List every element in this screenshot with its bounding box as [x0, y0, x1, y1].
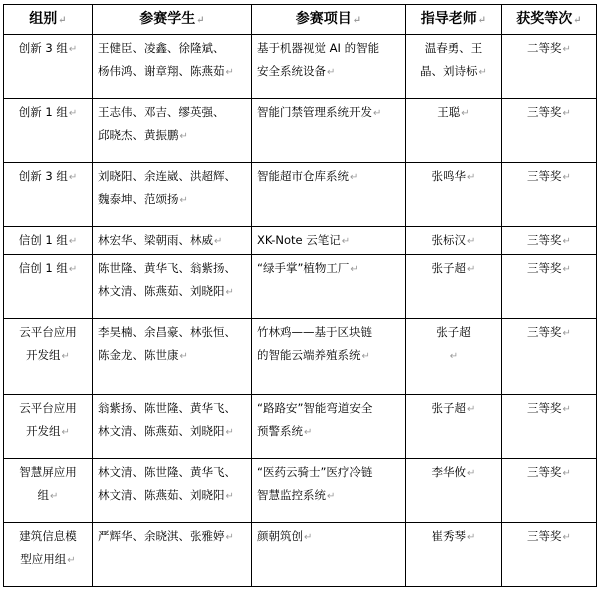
cell-text: 信创 1 组 [18, 261, 68, 275]
cell-end-mark: ↵ [467, 264, 476, 275]
cell-text: 张子超 [431, 401, 467, 415]
header-cell: 获奖等次↵ [502, 5, 597, 35]
cell-text: 温春勇、王 [424, 41, 483, 55]
cell-text: 建筑信息模 [19, 529, 77, 543]
cell-end-mark: ↵ [68, 264, 78, 275]
advisor-cell [406, 163, 502, 227]
cell-end-mark: ↵ [50, 491, 59, 502]
group-cell [4, 395, 93, 459]
header-row [4, 5, 597, 35]
cell-end-mark: ↵ [68, 108, 78, 119]
cell-text: 三等奖 [527, 261, 562, 275]
cell-text: “绿手掌”植物工厂 [257, 261, 350, 275]
cell-text: 陈世隆、黄华飞、翁紫扬、 [98, 261, 236, 275]
cell-line [507, 101, 591, 125]
cell-line [507, 37, 591, 61]
cell-line [9, 548, 87, 572]
cell-text: 云平台应用 [19, 401, 77, 415]
award-cell [502, 319, 597, 395]
group-cell [4, 523, 93, 587]
cell-line [257, 484, 400, 508]
cell-line [507, 165, 591, 189]
project-cell [252, 395, 406, 459]
cell-line [9, 344, 87, 368]
project-cell [252, 227, 406, 255]
cell-end-mark: ↵ [449, 351, 459, 362]
cell-text: 杨伟鸿、谢章翔、陈燕茹 [98, 64, 225, 78]
cell-end-mark: ↵ [562, 172, 571, 183]
cell-end-mark: ↵ [214, 236, 223, 247]
cell-line [507, 461, 591, 485]
cell-end-mark: ↵ [304, 427, 313, 438]
cell-end-mark: ↵ [61, 351, 70, 362]
cell-text: 三等奖 [527, 169, 562, 183]
cell-line [9, 525, 87, 548]
cell-end-mark: ↵ [562, 44, 571, 55]
cell-line [9, 165, 87, 189]
cell-end-mark: ↵ [304, 532, 313, 543]
cell-text: 的智能云端养殖系统 [257, 348, 361, 362]
cell-end-mark: ↵ [562, 404, 571, 415]
cell-line [98, 420, 246, 444]
cell-text: 王志伟、邓吉、缪英强、 [98, 105, 225, 119]
award-cell [502, 99, 597, 163]
header-cell: 组别↵ [4, 5, 93, 35]
award-cell [502, 35, 597, 99]
table-row [4, 459, 597, 523]
cell-line [257, 344, 400, 368]
cell-end-mark: ↵ [61, 427, 70, 438]
advisor-cell [406, 395, 502, 459]
cell-end-mark: ↵ [373, 108, 382, 119]
cell-line [98, 188, 246, 212]
cell-end-mark: ↵ [179, 351, 188, 362]
cell-text: 云平台应用 [19, 325, 77, 339]
cell-end-mark: ↵ [225, 532, 234, 543]
header-cell: 指导老师↵ [406, 5, 502, 35]
advisor-cell [406, 319, 502, 395]
cell-line [257, 321, 400, 344]
cell-end-mark: ↵ [225, 427, 234, 438]
cell-text: 创新 3 组 [18, 41, 68, 55]
group-cell [4, 227, 93, 255]
students-cell [93, 523, 252, 587]
students-cell [93, 227, 252, 255]
table-body [4, 35, 597, 587]
cell-line [257, 525, 400, 549]
cell-line [257, 461, 400, 484]
cell-end-mark: ↵ [467, 468, 476, 479]
cell-line [507, 397, 591, 421]
cell-text: 智能门禁管理系统开发 [257, 105, 372, 119]
cell-line [9, 257, 87, 281]
cell-line [9, 484, 87, 508]
cell-line [98, 60, 246, 84]
students-cell [93, 395, 252, 459]
cell-line [9, 321, 87, 344]
cell-end-mark: ↵ [562, 236, 571, 247]
cell-text: 李华攸 [431, 465, 467, 479]
cell-end-mark: ↵ [562, 328, 571, 339]
cell-text: 张子超 [436, 325, 471, 339]
cell-end-mark: ↵ [179, 195, 188, 206]
group-cell [4, 35, 93, 99]
cell-line [98, 229, 246, 253]
cell-text: 林文清、陈燕茹、刘晓阳 [98, 488, 225, 502]
project-cell [252, 459, 406, 523]
table-row [4, 523, 597, 587]
group-cell [4, 99, 93, 163]
cell-line [257, 60, 400, 84]
cell-line [9, 461, 87, 484]
cell-end-mark: ↵ [350, 172, 359, 183]
cell-end-mark: ↵ [562, 264, 571, 275]
cell-text: 安全系统设备 [257, 64, 326, 78]
table-row [4, 319, 597, 395]
cell-line [257, 257, 400, 281]
students-cell [93, 319, 252, 395]
cell-line [98, 124, 246, 148]
advisor-cell [406, 459, 502, 523]
cell-text: 陈金龙、陈世康 [98, 348, 179, 362]
cell-line [411, 60, 496, 84]
project-cell [252, 35, 406, 99]
cell-text: 创新 1 组 [18, 105, 68, 119]
cell-text: 崔秀琴 [431, 529, 467, 543]
cell-text: 二等奖 [527, 41, 562, 55]
project-cell [252, 255, 406, 319]
table-row [4, 227, 597, 255]
cell-text: 晶、刘诗标 [420, 64, 478, 78]
cell-text: “路路安”智能弯道安全 [257, 401, 373, 415]
cell-text: 开发组 [26, 348, 61, 362]
advisor-cell [406, 255, 502, 319]
cell-text: 信创 1 组 [18, 233, 68, 247]
cell-text: XK-Note 云笔记 [257, 233, 341, 247]
cell-line [411, 229, 496, 253]
cell-line [9, 397, 87, 420]
cell-line [257, 101, 400, 125]
cell-text: 魏泰坤、范颂扬 [98, 192, 179, 206]
cell-line [411, 257, 496, 281]
cell-text: 张子超 [431, 261, 467, 275]
cell-end-mark: ↵ [562, 532, 571, 543]
cell-end-mark: ↵ [341, 236, 351, 247]
cell-line [98, 321, 246, 344]
cell-line [507, 321, 591, 345]
cell-text: 严辉华、余晓淇、张雅婷 [98, 529, 225, 543]
cell-line [9, 420, 87, 444]
award-cell [502, 227, 597, 255]
cell-text: 开发组 [26, 424, 61, 438]
table-row [4, 35, 597, 99]
cell-end-mark: ↵ [67, 555, 76, 566]
cell-line [507, 525, 591, 549]
award-cell [502, 395, 597, 459]
cell-line [98, 101, 246, 124]
cell-text: 智慧屏应用 [19, 465, 77, 479]
cell-text: 基于机器视觉 AI 的智能 [257, 41, 380, 55]
cell-text: 刘晓阳、余连崴、洪超辉、 [98, 169, 236, 183]
cell-line [9, 37, 87, 61]
cell-end-mark: ↵ [467, 532, 476, 543]
cell-text: 邱晓杰、黄振鹏 [98, 128, 179, 142]
cell-line [411, 525, 496, 549]
cell-end-mark: ↵ [225, 287, 234, 298]
cell-text: 林文清、陈燕茹、刘晓阳 [98, 424, 225, 438]
cell-text: 林宏华、梁朝雨、林威 [98, 233, 213, 247]
group-cell [4, 319, 93, 395]
cell-line [411, 321, 496, 344]
cell-text: 张鸣华 [431, 169, 467, 183]
cell-text: 竹林鸡——基于区块链 [257, 325, 372, 339]
students-cell [93, 459, 252, 523]
cell-line [257, 397, 400, 420]
advisor-cell [406, 523, 502, 587]
cell-end-mark: ↵ [68, 44, 78, 55]
cell-line [411, 344, 496, 368]
advisor-cell [406, 35, 502, 99]
project-cell [252, 523, 406, 587]
cell-text: 智能超市仓库系统 [257, 169, 349, 183]
cell-text: 创新 3 组 [18, 169, 68, 183]
project-cell [252, 163, 406, 227]
cell-end-mark: ↵ [467, 236, 476, 247]
cell-end-mark: ↵ [179, 131, 188, 142]
table-row [4, 255, 597, 319]
cell-text: 王健臣、凌鑫、徐隆斌、 [98, 41, 225, 55]
cell-line [98, 525, 246, 549]
header-cell: 参赛学生↵ [93, 5, 252, 35]
cell-text: 三等奖 [527, 529, 562, 543]
cell-line [507, 229, 591, 253]
cell-end-mark: ↵ [361, 351, 370, 362]
cell-text: 组 [37, 488, 50, 502]
cell-line [98, 280, 246, 304]
advisor-cell [406, 99, 502, 163]
cell-end-mark: ↵ [68, 172, 78, 183]
cell-text: 李昊楠、余昌豪、林张恒、 [98, 325, 236, 339]
cell-line [98, 37, 246, 60]
cell-text: 张标汉 [431, 233, 467, 247]
cell-end-mark: ↵ [327, 67, 336, 78]
cell-line [411, 37, 496, 60]
cell-end-mark: ↵ [225, 491, 234, 502]
table-row [4, 163, 597, 227]
students-cell [93, 255, 252, 319]
cell-end-mark: ↵ [225, 67, 234, 78]
cell-text: 翁紫扬、陈世隆、黄华飞、 [98, 401, 236, 415]
table-row [4, 99, 597, 163]
group-cell [4, 255, 93, 319]
cell-text: 三等奖 [527, 105, 562, 119]
cell-end-mark: ↵ [461, 108, 470, 119]
cell-line [507, 257, 591, 281]
group-cell [4, 459, 93, 523]
cell-line [411, 397, 496, 421]
cell-line [98, 257, 246, 280]
cell-text: 颜朝筑创 [257, 529, 303, 543]
cell-line [98, 461, 246, 484]
cell-end-mark: ↵ [467, 404, 476, 415]
cell-line [98, 397, 246, 420]
table-row [4, 395, 597, 459]
cell-line [257, 37, 400, 60]
cell-line [257, 165, 400, 189]
cell-line [9, 229, 87, 253]
students-cell [93, 99, 252, 163]
cell-line [257, 420, 400, 444]
awards-table [3, 4, 597, 587]
cell-end-mark: ↵ [350, 264, 359, 275]
students-cell [93, 35, 252, 99]
cell-text: 林文清、陈世隆、黄华飞、 [98, 465, 236, 479]
cell-line [411, 461, 496, 485]
cell-text: 智慧监控系统 [257, 488, 326, 502]
cell-line [257, 229, 400, 253]
cell-line [98, 484, 246, 508]
cell-end-mark: ↵ [68, 236, 78, 247]
cell-text: 预警系统 [257, 424, 303, 438]
cell-text: “医药云骑士”医疗冷链 [257, 465, 373, 479]
cell-end-mark: ↵ [327, 491, 336, 502]
cell-line [9, 101, 87, 125]
cell-line [411, 101, 496, 125]
cell-text: 林文清、陈燕茹、刘晓阳 [98, 284, 225, 298]
cell-text: 三等奖 [527, 401, 562, 415]
students-cell [93, 163, 252, 227]
cell-end-mark: ↵ [478, 67, 487, 78]
cell-end-mark: ↵ [562, 108, 571, 119]
cell-end-mark: ↵ [467, 172, 476, 183]
cell-text: 三等奖 [527, 233, 562, 247]
cell-line [411, 165, 496, 189]
cell-line [98, 344, 246, 368]
group-cell [4, 163, 93, 227]
award-cell [502, 255, 597, 319]
project-cell [252, 99, 406, 163]
project-cell [252, 319, 406, 395]
cell-text: 型应用组 [20, 552, 67, 566]
cell-end-mark: ↵ [562, 468, 571, 479]
award-cell [502, 459, 597, 523]
award-cell [502, 523, 597, 587]
cell-text: 王聪 [437, 105, 461, 119]
cell-line [98, 165, 246, 188]
cell-text: 三等奖 [527, 465, 562, 479]
award-cell [502, 163, 597, 227]
cell-text: 三等奖 [527, 325, 562, 339]
advisor-cell [406, 227, 502, 255]
header-cell: 参赛项目↵ [252, 5, 406, 35]
